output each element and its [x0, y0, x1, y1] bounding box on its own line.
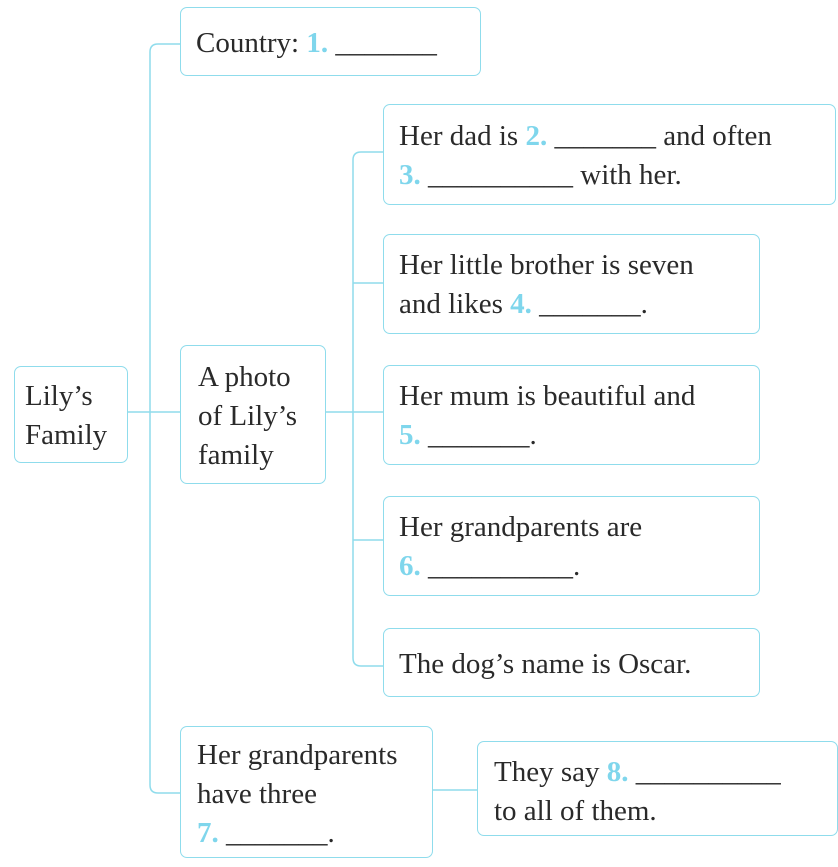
root-box [14, 366, 128, 463]
dad-box [383, 104, 836, 205]
photo-box [180, 345, 326, 484]
blank-6: __________. [428, 550, 581, 582]
mum-line-1: Her mum is beautiful and [399, 380, 696, 412]
blank-number-7: 7. [197, 817, 219, 849]
blank-4: _______. [539, 288, 648, 320]
grand-three-box [180, 726, 433, 858]
blank-number-6: 6. [399, 550, 421, 582]
grand-three-line-1: Her grandparents [197, 739, 398, 771]
blank-2: _______ [554, 120, 656, 152]
brother-line-1: Her little brother is seven [399, 249, 694, 281]
dad-text: Her dad is [399, 120, 519, 152]
country-box [180, 7, 481, 76]
photo-line-2: of Lily’s [198, 400, 298, 432]
photo-line-3: family [198, 439, 274, 471]
blank-3: __________ [428, 159, 573, 191]
brother-box [383, 234, 760, 334]
root-line-2: Family [25, 419, 108, 451]
say-box [477, 741, 838, 836]
blank-8: __________ [635, 756, 781, 788]
blank-number-3: 3. [399, 159, 421, 191]
dog-box [383, 628, 760, 697]
country-label: Country: [196, 27, 300, 59]
grand-three-line-2: have three [197, 778, 317, 810]
blank-number-4: 4. [510, 288, 532, 320]
connector-sub-spine [353, 152, 383, 666]
dad-mid-text: and often [663, 120, 772, 152]
blank-number-2: 2. [525, 120, 548, 152]
grandparents-box [383, 496, 760, 596]
root-line-1: Lily’s [25, 380, 93, 412]
photo-line-1: A photo [198, 361, 291, 393]
blank-1: _______ [335, 27, 437, 59]
say-line-2: to all of them. [494, 795, 657, 827]
say-text: They say [494, 756, 600, 788]
blank-5: _______. [428, 419, 537, 451]
dog-text: The dog’s name is Oscar. [399, 648, 692, 680]
blank-number-1: 1. [306, 27, 329, 59]
grandparents-line-1: Her grandparents are [399, 511, 643, 543]
mum-box [383, 365, 760, 465]
brother-text: and likes [399, 288, 503, 320]
blank-7: _______. [226, 817, 335, 849]
blank-number-8: 8. [606, 756, 629, 788]
blank-number-5: 5. [399, 419, 421, 451]
connector-spine [150, 44, 180, 793]
dad-post-text: with her. [580, 159, 682, 191]
